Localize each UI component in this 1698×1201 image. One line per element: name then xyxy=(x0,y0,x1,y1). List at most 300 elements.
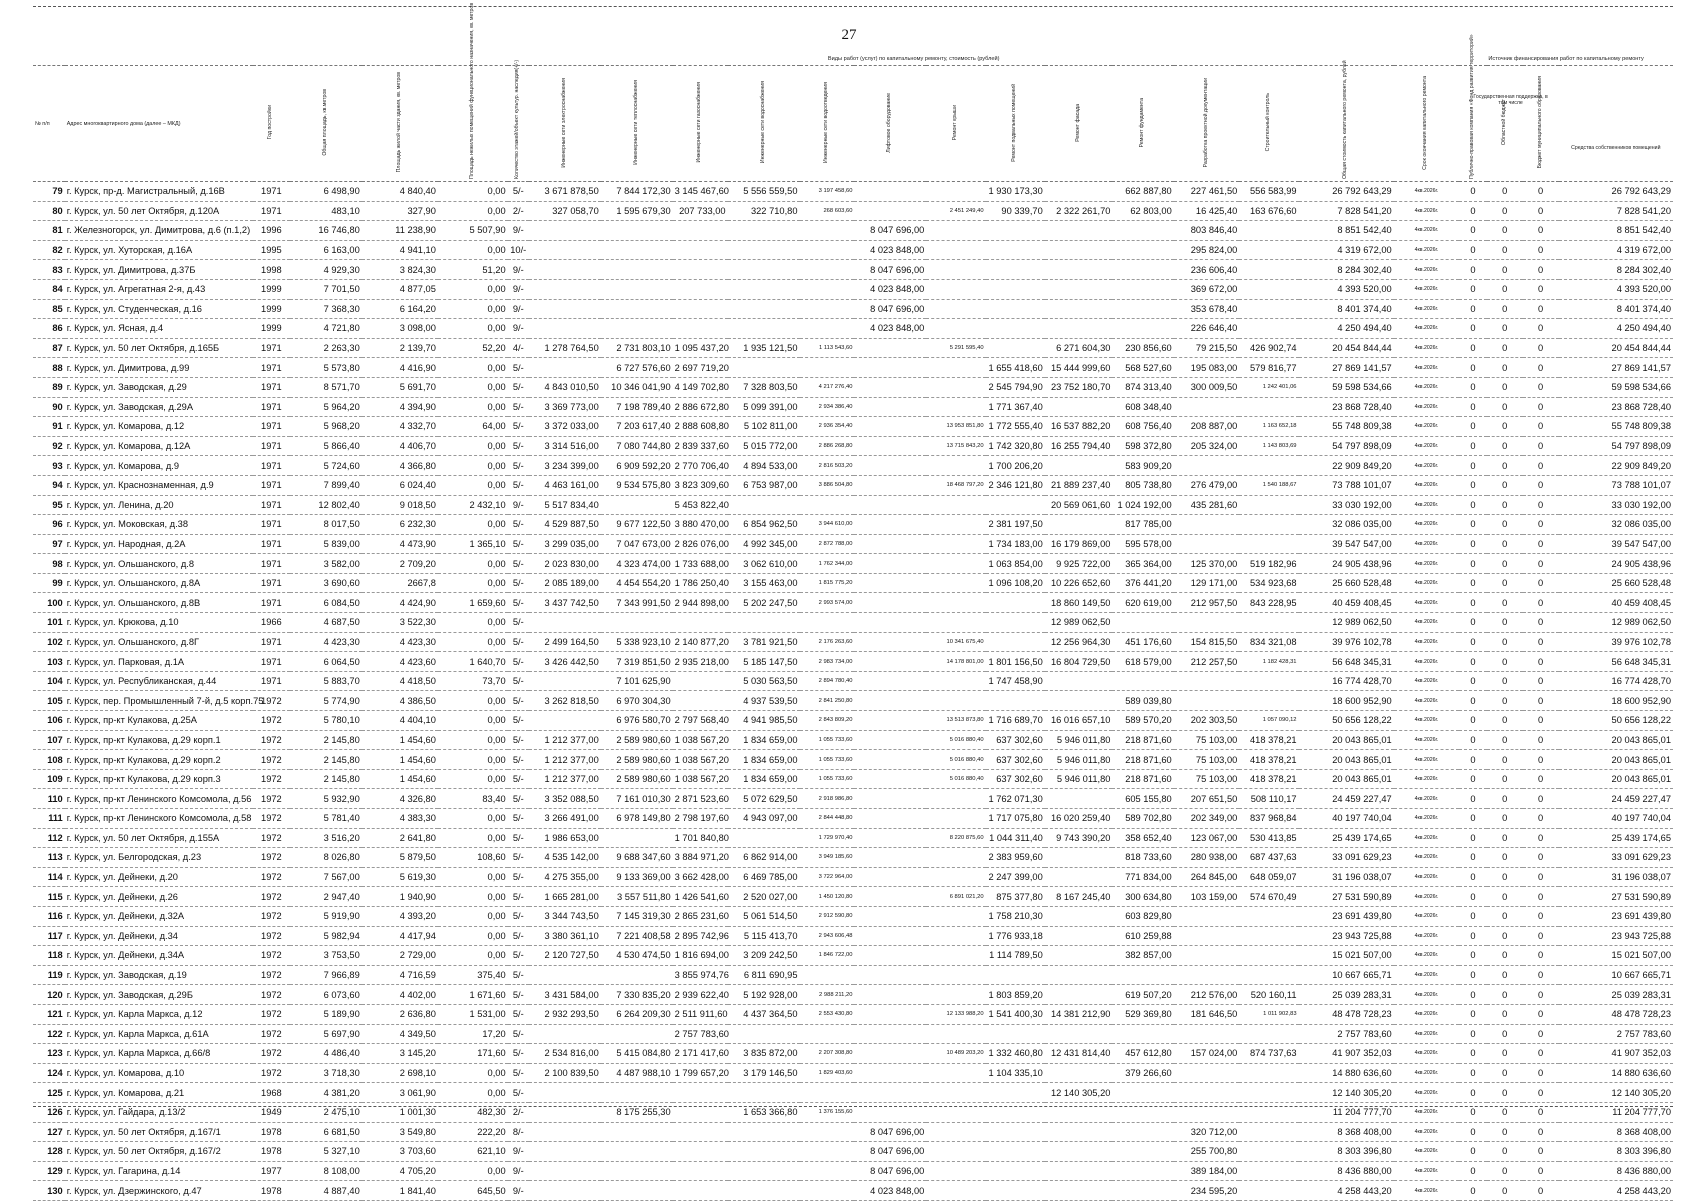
row-work-10 xyxy=(1174,613,1240,633)
row-work-9: 379 266,60 xyxy=(1112,1063,1173,1083)
row-nonliving-area: 0,00 xyxy=(438,182,508,202)
row-total-area: 7 368,30 xyxy=(290,299,362,319)
row-living-area: 4 418,50 xyxy=(362,671,438,691)
row-regional: 0 xyxy=(1487,554,1523,574)
bottom-frame-line xyxy=(33,1106,1673,1107)
row-own-funds: 39 547 547,00 xyxy=(1559,534,1673,554)
row-work-5 xyxy=(854,1004,926,1024)
row-deadline: 4кв.2026г. xyxy=(1394,319,1460,339)
row-number: 100 xyxy=(33,593,65,613)
row-work-4: 2 983 734,00 xyxy=(800,652,855,672)
row-nonliving-area: 0,00 xyxy=(438,946,508,966)
row-work-6 xyxy=(926,573,985,593)
row-work-11 xyxy=(1239,671,1298,691)
row-deadline: 4кв.2026г. xyxy=(1394,338,1460,358)
row-work-10: 103 159,00 xyxy=(1174,887,1240,907)
row-work-2: 2 935 218,00 xyxy=(673,652,728,672)
row-nonliving-area: 108,60 xyxy=(438,848,508,868)
row-work-8 xyxy=(1045,1142,1113,1162)
table-row xyxy=(33,828,1673,848)
row-work-5 xyxy=(854,730,926,750)
row-total-cost: 56 648 345,31 xyxy=(1299,652,1394,672)
row-work-9: 608 756,40 xyxy=(1112,417,1173,437)
row-floors: 5/- xyxy=(508,867,529,887)
row-total-area: 6 073,60 xyxy=(290,985,362,1005)
row-nonliving-area: 375,40 xyxy=(438,965,508,985)
row-work-1 xyxy=(601,495,673,515)
col-address: Адрес многоквартирного дома (далее – МКД) xyxy=(65,66,253,182)
row-work-11: 837 968,84 xyxy=(1239,809,1298,829)
row-work-1: 7 161 010,30 xyxy=(601,789,673,809)
row-work-11: 426 902,74 xyxy=(1239,338,1298,358)
table-row xyxy=(33,946,1673,966)
row-total-area: 6 681,50 xyxy=(290,1122,362,1142)
row-municipal: 0 xyxy=(1523,691,1559,711)
row-work-11: 508 110,17 xyxy=(1239,789,1298,809)
row-own-funds: 40 197 740,04 xyxy=(1559,809,1673,829)
row-work-4: 1 729 970,40 xyxy=(800,828,855,848)
row-work-10 xyxy=(1174,671,1240,691)
row-work-2: 2 886 672,80 xyxy=(673,397,728,417)
row-work-6: 5 016 880,40 xyxy=(926,730,985,750)
row-municipal: 0 xyxy=(1523,1083,1559,1103)
row-address: г. Курск, пр-кт Ленинского Комсомола, д.58 xyxy=(65,809,253,829)
row-year: 1972 xyxy=(253,906,290,926)
row-municipal: 0 xyxy=(1523,711,1559,731)
row-work-4: 2 918 986,80 xyxy=(800,789,855,809)
row-work-3: 2 520 027,00 xyxy=(728,887,800,907)
row-regional: 0 xyxy=(1487,260,1523,280)
row-work-7 xyxy=(986,279,1045,299)
row-address: г. Курск, ул. Дейнеки, д.34А xyxy=(65,946,253,966)
row-work-9: 818 733,60 xyxy=(1112,848,1173,868)
row-work-0 xyxy=(529,240,601,260)
row-own-funds: 8 303 396,80 xyxy=(1559,1142,1673,1162)
row-floors: 5/- xyxy=(508,926,529,946)
row-work-3: 4 437 364,50 xyxy=(728,1004,800,1024)
row-deadline: 4кв.2026г. xyxy=(1394,221,1460,241)
row-work-7 xyxy=(986,319,1045,339)
row-work-3 xyxy=(728,260,800,280)
row-work-9 xyxy=(1112,613,1173,633)
row-work-10 xyxy=(1174,691,1240,711)
row-municipal: 0 xyxy=(1523,1004,1559,1024)
row-deadline: 4кв.2026г. xyxy=(1394,887,1460,907)
row-work-8: 12 140 305,20 xyxy=(1045,1083,1113,1103)
row-work-3 xyxy=(728,319,800,339)
row-work-0: 3 671 878,50 xyxy=(529,182,601,202)
row-work-0: 3 431 584,00 xyxy=(529,985,601,1005)
row-address: г. Курск, ул. Ольшанского, д.8В xyxy=(65,593,253,613)
row-number: 117 xyxy=(33,926,65,946)
row-work-0: 3 426 442,50 xyxy=(529,652,601,672)
row-work-4: 1 846 722,00 xyxy=(800,946,855,966)
row-work-0 xyxy=(529,965,601,985)
row-floors: 5/- xyxy=(508,985,529,1005)
row-living-area: 4 349,50 xyxy=(362,1024,438,1044)
row-number: 98 xyxy=(33,554,65,574)
row-work-8: 8 167 245,40 xyxy=(1045,887,1113,907)
row-deadline: 4кв.2026г. xyxy=(1394,867,1460,887)
row-living-area: 4 416,90 xyxy=(362,358,438,378)
row-work-7: 1 716 689,70 xyxy=(986,711,1045,731)
row-deadline: 4кв.2026г. xyxy=(1394,279,1460,299)
row-own-funds: 10 667 665,71 xyxy=(1559,965,1673,985)
row-work-1: 6 909 592,20 xyxy=(601,456,673,476)
row-work-4: 2 988 211,20 xyxy=(800,985,855,1005)
row-own-funds: 18 600 952,90 xyxy=(1559,691,1673,711)
row-year: 1971 xyxy=(253,632,290,652)
row-work-4: 2 844 448,80 xyxy=(800,809,855,829)
row-work-7: 1 772 555,40 xyxy=(986,417,1045,437)
row-floors: 5/- xyxy=(508,965,529,985)
row-deadline: 4кв.2026г. xyxy=(1394,299,1460,319)
row-fund: 0 xyxy=(1459,201,1486,221)
row-number: 120 xyxy=(33,985,65,1005)
row-number: 93 xyxy=(33,456,65,476)
row-work-11 xyxy=(1239,1083,1298,1103)
row-work-0: 2 499 164,50 xyxy=(529,632,601,652)
row-work-7 xyxy=(986,1083,1045,1103)
row-work-2: 2 888 608,80 xyxy=(673,417,728,437)
row-address: г. Курск, ул. Студенческая, д.16 xyxy=(65,299,253,319)
row-address: г. Курск, ул. 50 лет Октября, д.167/1 xyxy=(65,1122,253,1142)
row-work-1: 6 978 149,80 xyxy=(601,809,673,829)
row-work-4 xyxy=(800,279,855,299)
row-regional: 0 xyxy=(1487,182,1523,202)
row-work-3: 1 834 659,00 xyxy=(728,730,800,750)
row-year: 1972 xyxy=(253,867,290,887)
row-own-funds: 40 459 408,45 xyxy=(1559,593,1673,613)
row-total-area: 4 887,40 xyxy=(290,1181,362,1201)
col-total-cost: Общая стоимость капитального ремонта, рублей xyxy=(1342,59,1349,179)
row-work-2: 1 426 541,60 xyxy=(673,887,728,907)
row-total-area: 3 718,30 xyxy=(290,1063,362,1083)
row-floors: 9/- xyxy=(508,279,529,299)
row-work-4: 1 055 733,60 xyxy=(800,769,855,789)
table-row xyxy=(33,1161,1673,1181)
row-total-cost: 33 091 629,23 xyxy=(1299,848,1394,868)
row-deadline: 4кв.2026г. xyxy=(1394,906,1460,926)
row-work-3: 6 753 987,00 xyxy=(728,475,800,495)
row-number: 130 xyxy=(33,1181,65,1201)
row-regional: 0 xyxy=(1487,965,1523,985)
row-work-8 xyxy=(1045,221,1113,241)
row-living-area: 4 877,05 xyxy=(362,279,438,299)
row-total-cost: 23 868 728,40 xyxy=(1299,397,1394,417)
row-work-0: 3 262 818,50 xyxy=(529,691,601,711)
row-floors: 9/- xyxy=(508,260,529,280)
row-regional: 0 xyxy=(1487,534,1523,554)
row-work-1: 8 175 255,30 xyxy=(601,1102,673,1122)
row-floors: 5/- xyxy=(508,769,529,789)
row-total-cost: 4 319 672,00 xyxy=(1299,240,1394,260)
row-work-2: 3 880 470,00 xyxy=(673,515,728,535)
row-work-10 xyxy=(1174,456,1240,476)
row-total-area: 2 145,80 xyxy=(290,750,362,770)
row-nonliving-area: 621,10 xyxy=(438,1142,508,1162)
row-work-0 xyxy=(529,613,601,633)
row-work-11: 687 437,63 xyxy=(1239,848,1298,868)
row-total-area: 4 486,40 xyxy=(290,1044,362,1064)
row-total-cost: 50 656 128,22 xyxy=(1299,711,1394,731)
row-regional: 0 xyxy=(1487,809,1523,829)
row-work-11: 163 676,60 xyxy=(1239,201,1298,221)
row-work-9 xyxy=(1112,279,1173,299)
row-year: 1972 xyxy=(253,691,290,711)
row-municipal: 0 xyxy=(1523,789,1559,809)
row-own-funds: 33 091 629,23 xyxy=(1559,848,1673,868)
row-work-2: 4 149 702,80 xyxy=(673,377,728,397)
row-work-3: 5 115 413,70 xyxy=(728,926,800,946)
row-address: г. Курск, ул. Заводская, д.29А xyxy=(65,397,253,417)
row-living-area: 11 238,90 xyxy=(362,221,438,241)
row-work-8: 16 179 869,00 xyxy=(1045,534,1113,554)
row-total-area: 16 746,80 xyxy=(290,221,362,241)
row-deadline: 4кв.2026г. xyxy=(1394,1122,1460,1142)
row-municipal: 0 xyxy=(1523,769,1559,789)
table-row xyxy=(33,201,1673,221)
row-work-4: 2 872 788,00 xyxy=(800,534,855,554)
row-total-area: 5 839,00 xyxy=(290,534,362,554)
row-work-6 xyxy=(926,613,985,633)
row-work-7: 1 930 173,30 xyxy=(986,182,1045,202)
row-work-4: 1 829 403,60 xyxy=(800,1063,855,1083)
row-nonliving-area: 0,00 xyxy=(438,456,508,476)
row-own-funds: 41 907 352,03 xyxy=(1559,1044,1673,1064)
row-own-funds: 48 478 728,23 xyxy=(1559,1004,1673,1024)
row-work-4: 2 843 809,20 xyxy=(800,711,855,731)
row-floors: 5/- xyxy=(508,1063,529,1083)
row-work-3 xyxy=(728,1161,800,1181)
row-work-10: 205 324,00 xyxy=(1174,436,1240,456)
row-work-6 xyxy=(926,946,985,966)
row-address: г. Курск, пр-д. Магистральный, д.16В xyxy=(65,182,253,202)
table-body xyxy=(33,182,1673,1201)
row-work-9: 382 857,00 xyxy=(1112,946,1173,966)
row-work-8 xyxy=(1045,1181,1113,1201)
row-work-2: 2 757 783,60 xyxy=(673,1024,728,1044)
row-work-5 xyxy=(854,436,926,456)
row-deadline: 4кв.2026г. xyxy=(1394,789,1460,809)
row-work-2: 1 733 688,00 xyxy=(673,554,728,574)
row-nonliving-area: 0,00 xyxy=(438,573,508,593)
row-nonliving-area: 0,00 xyxy=(438,554,508,574)
row-work-3: 6 811 690,95 xyxy=(728,965,800,985)
row-fund: 0 xyxy=(1459,1102,1486,1122)
row-work-3 xyxy=(728,1181,800,1201)
row-floors: 5/- xyxy=(508,1083,529,1103)
row-living-area: 3 061,90 xyxy=(362,1083,438,1103)
table-row xyxy=(33,985,1673,1005)
row-work-10: 129 171,00 xyxy=(1174,573,1240,593)
row-own-funds: 16 774 428,70 xyxy=(1559,671,1673,691)
row-fund: 0 xyxy=(1459,240,1486,260)
row-deadline: 4кв.2026г. xyxy=(1394,1044,1460,1064)
row-address: г. Курск, ул. Дзержинского, д.47 xyxy=(65,1181,253,1201)
row-work-10: 79 215,50 xyxy=(1174,338,1240,358)
row-work-9: 457 612,80 xyxy=(1112,1044,1173,1064)
table-row xyxy=(33,495,1673,515)
row-work-8 xyxy=(1045,240,1113,260)
row-work-3: 5 185 147,50 xyxy=(728,652,800,672)
row-total-cost: 8 368 408,00 xyxy=(1299,1122,1394,1142)
row-living-area: 2 139,70 xyxy=(362,338,438,358)
row-work-11 xyxy=(1239,397,1298,417)
row-deadline: 4кв.2026г. xyxy=(1394,417,1460,437)
row-year: 1996 xyxy=(253,221,290,241)
row-floors: 5/- xyxy=(508,534,529,554)
row-work-6: 2 451 249,40 xyxy=(926,201,985,221)
row-year: 1971 xyxy=(253,593,290,613)
row-work-11 xyxy=(1239,1161,1298,1181)
row-work-7 xyxy=(986,691,1045,711)
row-address: г. Курск, ул. Заводская, д.29 xyxy=(65,377,253,397)
row-work-8 xyxy=(1045,260,1113,280)
row-work-4: 1 815 775,20 xyxy=(800,573,855,593)
row-total-cost: 23 691 439,80 xyxy=(1299,906,1394,926)
row-nonliving-area: 0,00 xyxy=(438,240,508,260)
row-total-area: 5 883,70 xyxy=(290,671,362,691)
row-total-cost: 20 454 844,44 xyxy=(1299,338,1394,358)
row-work-0: 3 299 035,00 xyxy=(529,534,601,554)
table-row xyxy=(33,750,1673,770)
row-number: 103 xyxy=(33,652,65,672)
row-work-6 xyxy=(926,1122,985,1142)
row-total-cost: 31 196 038,07 xyxy=(1299,867,1394,887)
row-work-7 xyxy=(986,965,1045,985)
row-fund: 0 xyxy=(1459,1063,1486,1083)
row-living-area: 3 703,60 xyxy=(362,1142,438,1162)
row-work-6 xyxy=(926,358,985,378)
row-address: г. Курск, ул. Агрегатная 2-я, д.43 xyxy=(65,279,253,299)
row-work-5 xyxy=(854,789,926,809)
row-municipal: 0 xyxy=(1523,809,1559,829)
row-deadline: 4кв.2026г. xyxy=(1394,985,1460,1005)
row-work-9: 620 619,00 xyxy=(1112,593,1173,613)
table-row xyxy=(33,1063,1673,1083)
table-row xyxy=(33,1024,1673,1044)
row-own-funds: 31 196 038,07 xyxy=(1559,867,1673,887)
row-work-8 xyxy=(1045,299,1113,319)
row-year: 1966 xyxy=(253,613,290,633)
row-work-2 xyxy=(673,671,728,691)
row-work-1 xyxy=(601,221,673,241)
row-work-3: 1 935 121,50 xyxy=(728,338,800,358)
row-fund: 0 xyxy=(1459,691,1486,711)
row-floors: 5/- xyxy=(508,1024,529,1044)
row-regional: 0 xyxy=(1487,319,1523,339)
row-year: 1971 xyxy=(253,456,290,476)
row-work-0 xyxy=(529,299,601,319)
row-work-4: 2 894 780,40 xyxy=(800,671,855,691)
row-work-11: 579 816,77 xyxy=(1239,358,1298,378)
row-work-2 xyxy=(673,240,728,260)
row-regional: 0 xyxy=(1487,417,1523,437)
row-fund: 0 xyxy=(1459,260,1486,280)
row-work-0: 327 058,70 xyxy=(529,201,601,221)
row-work-9: 598 372,80 xyxy=(1112,436,1173,456)
row-work-0: 2 100 839,50 xyxy=(529,1063,601,1083)
row-total-area: 5 919,90 xyxy=(290,906,362,926)
row-address: г. Курск, пр-кт Кулакова, д.29 корп.1 xyxy=(65,730,253,750)
row-total-cost: 54 797 898,09 xyxy=(1299,436,1394,456)
row-work-4 xyxy=(800,1142,855,1162)
row-work-11 xyxy=(1239,613,1298,633)
row-work-2: 2 865 231,60 xyxy=(673,906,728,926)
row-year: 1978 xyxy=(253,1142,290,1162)
row-address: г. Курск, пер. Промышленный 7-й, д.5 корп.75 xyxy=(65,691,253,711)
row-year: 1971 xyxy=(253,358,290,378)
row-work-4: 3 944 610,00 xyxy=(800,515,855,535)
row-deadline: 4кв.2026г. xyxy=(1394,260,1460,280)
row-work-8: 10 226 652,60 xyxy=(1045,573,1113,593)
row-work-8: 16 016 657,10 xyxy=(1045,711,1113,731)
row-living-area: 4 941,10 xyxy=(362,240,438,260)
row-nonliving-area: 1 640,70 xyxy=(438,652,508,672)
row-number: 84 xyxy=(33,279,65,299)
row-work-9: 662 887,80 xyxy=(1112,182,1173,202)
row-work-10: 123 067,00 xyxy=(1174,828,1240,848)
row-work-10 xyxy=(1174,946,1240,966)
row-number: 97 xyxy=(33,534,65,554)
row-work-0: 2 534 816,00 xyxy=(529,1044,601,1064)
row-work-3: 5 102 811,00 xyxy=(728,417,800,437)
row-number: 111 xyxy=(33,809,65,829)
row-work-1: 9 677 122,50 xyxy=(601,515,673,535)
row-year: 1972 xyxy=(253,985,290,1005)
row-work-9: 817 785,00 xyxy=(1112,515,1173,535)
row-work-6 xyxy=(926,377,985,397)
row-work-10: 212 957,50 xyxy=(1174,593,1240,613)
row-total-area: 5 866,40 xyxy=(290,436,362,456)
row-address: г. Курск, ул. Комарова, д.12 xyxy=(65,417,253,437)
col-municipal: Бюджет муниципального образования xyxy=(1536,76,1543,169)
row-work-6 xyxy=(926,926,985,946)
row-number: 127 xyxy=(33,1122,65,1142)
table-row xyxy=(33,397,1673,417)
row-own-funds: 56 648 345,31 xyxy=(1559,652,1673,672)
row-municipal: 0 xyxy=(1523,632,1559,652)
row-work-11 xyxy=(1239,240,1298,260)
row-work-10: 264 845,00 xyxy=(1174,867,1240,887)
row-work-2: 2 140 877,20 xyxy=(673,632,728,652)
row-work-8 xyxy=(1045,319,1113,339)
funding-title: Источник финансирования работ по капитальному ремонту xyxy=(1459,52,1673,66)
row-work-5: 4 023 848,00 xyxy=(854,240,926,260)
row-work-6 xyxy=(926,671,985,691)
row-fund: 0 xyxy=(1459,1004,1486,1024)
row-municipal: 0 xyxy=(1523,965,1559,985)
row-work-8 xyxy=(1045,906,1113,926)
row-municipal: 0 xyxy=(1523,358,1559,378)
row-deadline: 4кв.2026г. xyxy=(1394,1004,1460,1024)
row-work-6: 13 953 851,80 xyxy=(926,417,985,437)
row-municipal: 0 xyxy=(1523,848,1559,868)
row-work-5: 4 023 848,00 xyxy=(854,1181,926,1201)
row-work-3: 4 937 539,50 xyxy=(728,691,800,711)
row-number: 108 xyxy=(33,750,65,770)
row-work-4: 2 912 590,80 xyxy=(800,906,855,926)
row-floors: 5/- xyxy=(508,515,529,535)
row-work-8: 2 322 261,70 xyxy=(1045,201,1113,221)
row-own-funds: 22 909 849,20 xyxy=(1559,456,1673,476)
row-work-9: 376 441,20 xyxy=(1112,573,1173,593)
row-fund: 0 xyxy=(1459,906,1486,926)
row-deadline: 4кв.2026г. xyxy=(1394,554,1460,574)
row-own-funds: 54 797 898,09 xyxy=(1559,436,1673,456)
row-living-area: 1 940,90 xyxy=(362,887,438,907)
